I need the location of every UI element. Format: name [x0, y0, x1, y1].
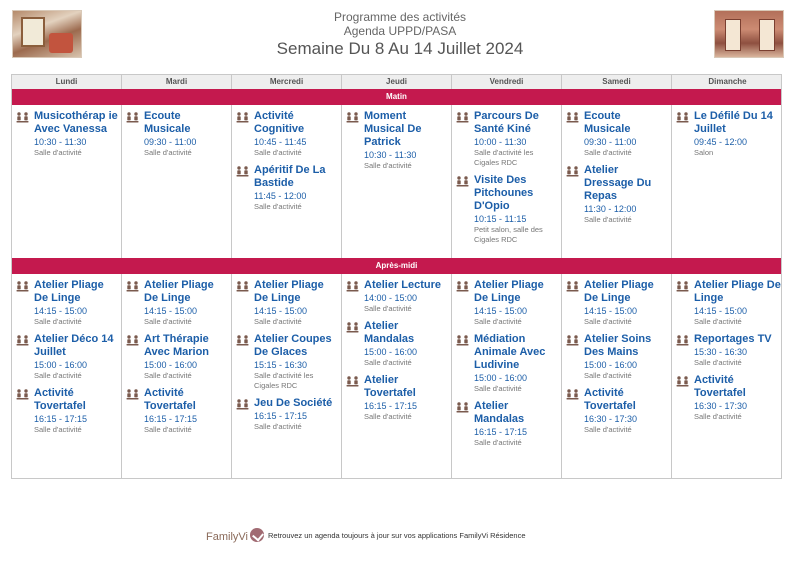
activity-people-icon	[566, 335, 579, 346]
activity-details	[144, 333, 229, 381]
page-subtitle: Agenda UPPD/PASA	[343, 24, 457, 38]
activity-time: 15:00 - 16:00	[584, 360, 638, 370]
activity-time: 14:15 - 15:00	[144, 306, 198, 316]
activity-time: 10:30 - 11:30	[364, 150, 417, 160]
footer-text: Retrouvez un agenda toujours à jour sur vos applications FamilyVi Résidence	[268, 531, 526, 540]
activity-people-icon	[16, 389, 29, 400]
activity-item[interactable]	[566, 110, 669, 158]
activity-place: Salle d'activité	[254, 148, 302, 157]
activity-title: Atelier Mandalas	[474, 400, 525, 425]
activity-item[interactable]	[126, 387, 229, 435]
day-cell	[672, 274, 783, 478]
activity-people-icon	[236, 399, 249, 410]
activity-place: Salle d'activité	[254, 317, 302, 326]
activity-details	[474, 279, 559, 327]
activity-people-icon	[236, 335, 249, 346]
activity-details	[364, 110, 449, 171]
activity-place: Salle d'activité	[694, 317, 742, 326]
activity-details	[474, 174, 559, 245]
activity-item[interactable]	[566, 279, 669, 327]
activity-item[interactable]	[346, 279, 449, 314]
activity-details	[694, 333, 781, 368]
activity-time: 10:00 - 11:30	[474, 137, 527, 147]
activity-people-icon	[456, 176, 469, 187]
activity-details	[584, 387, 669, 435]
activity-title: Ecoute Musicale	[144, 110, 191, 135]
activity-details	[694, 110, 781, 158]
activity-place: Salle d'activité	[144, 317, 192, 326]
activity-title: Parcours De Santé Kiné	[474, 110, 539, 135]
activity-title: Atelier Pliage De Linge	[474, 279, 544, 304]
activity-time: 10:30 - 11:30	[34, 137, 87, 147]
activity-item[interactable]	[16, 333, 119, 381]
activity-people-icon	[346, 112, 359, 123]
activity-title: Moment Musical De Patrick	[364, 110, 422, 148]
afternoon-row	[12, 274, 781, 478]
activity-item[interactable]	[16, 279, 119, 327]
activity-title: Atelier Tovertafel	[364, 374, 416, 399]
activity-item[interactable]	[676, 374, 781, 422]
activity-title: Atelier Lecture	[364, 279, 442, 291]
activity-details	[254, 397, 339, 432]
page-header	[0, 10, 800, 60]
activity-place: Salle d'activité	[364, 304, 412, 313]
activity-title: Jeu De Société	[254, 397, 333, 409]
activity-time: 15:30 - 16:30	[694, 347, 748, 357]
activity-item[interactable]	[456, 174, 559, 245]
activity-title: Atelier Soins Des Mains	[584, 333, 652, 358]
day-header: Vendredi	[452, 75, 562, 89]
activity-time: 15:00 - 16:00	[144, 360, 198, 370]
activity-details	[474, 110, 559, 168]
activity-time: 14:15 - 15:00	[34, 306, 88, 316]
activity-item[interactable]	[676, 333, 781, 368]
week-title: Semaine Du 8 Au 14 Juillet 2024	[276, 39, 524, 58]
activity-place: Salon	[694, 148, 714, 157]
activity-time: 16:15 - 17:15	[364, 401, 418, 411]
day-header: Jeudi	[342, 75, 452, 89]
activity-place: Salle d'activité	[364, 161, 412, 170]
activity-title: Activité Tovertafel	[694, 374, 746, 399]
activity-place: Petit salon, salle des Cigales RDC	[474, 225, 543, 244]
footer	[0, 526, 800, 548]
activity-place: Salle d'activité	[254, 422, 302, 431]
activity-people-icon	[566, 389, 579, 400]
activity-people-icon	[236, 166, 249, 177]
activity-place: Salle d'activité	[34, 425, 82, 434]
activity-time: 15:00 - 16:00	[474, 373, 528, 383]
activity-time: 10:45 - 11:45	[254, 137, 307, 147]
activity-details	[254, 279, 339, 327]
activity-people-icon	[16, 281, 29, 292]
activity-title: Atelier Dressage Du Repas	[584, 164, 652, 202]
activity-item[interactable]	[456, 279, 559, 327]
activity-time: 11:30 - 12:00	[584, 204, 637, 214]
day-header: Mardi	[122, 75, 232, 89]
activity-time: 16:30 - 17:30	[694, 401, 748, 411]
activity-item[interactable]	[126, 333, 229, 381]
activity-time: 16:15 - 17:15	[474, 427, 528, 437]
activity-place: Salle d'activité	[584, 148, 632, 157]
activity-people-icon	[676, 281, 689, 292]
page-title: Programme des activités	[333, 10, 467, 24]
day-cell	[232, 105, 342, 258]
activity-item[interactable]	[236, 397, 339, 432]
weekly-schedule-table	[11, 74, 782, 479]
activity-time: 09:45 - 12:00	[694, 137, 748, 147]
activity-time: 16:15 - 17:15	[144, 414, 198, 424]
activity-people-icon	[676, 335, 689, 346]
activity-title: Atelier Coupes De Glaces	[254, 333, 332, 358]
activity-item[interactable]	[16, 387, 119, 435]
activity-title: Atelier Pliage De Linge	[584, 279, 654, 304]
activity-people-icon	[456, 281, 469, 292]
activity-title: Musicothérap ie Avec Vanessa	[34, 110, 118, 135]
activity-time: 16:15 - 17:15	[34, 414, 88, 424]
activity-time: 15:15 - 16:30	[254, 360, 308, 370]
activity-details	[144, 387, 229, 435]
activity-people-icon	[566, 281, 579, 292]
activity-item[interactable]	[126, 279, 229, 327]
activity-people-icon	[346, 322, 359, 333]
activity-people-icon	[566, 112, 579, 123]
activity-details	[144, 110, 229, 158]
activity-item[interactable]	[456, 333, 559, 394]
activity-time: 11:45 - 12:00	[254, 191, 307, 201]
activity-item[interactable]	[236, 333, 339, 391]
day-cell	[232, 274, 342, 478]
activity-people-icon	[676, 112, 689, 123]
activity-title: Atelier Pliage De Linge	[694, 279, 781, 304]
activity-place: Salle d'activité	[474, 384, 522, 393]
activity-item[interactable]	[236, 110, 339, 158]
activity-people-icon	[566, 166, 579, 177]
activity-time: 16:30 - 17:30	[584, 414, 638, 424]
activity-item[interactable]	[676, 279, 781, 327]
activity-time: 15:00 - 16:00	[364, 347, 418, 357]
day-cell	[122, 105, 232, 258]
activity-time: 16:15 - 17:15	[254, 411, 308, 421]
activity-details	[254, 110, 339, 158]
activity-place: Salle d'activité	[584, 425, 632, 434]
activity-title: Atelier Pliage De Linge	[34, 279, 104, 304]
activity-details	[254, 164, 339, 212]
activity-people-icon	[346, 376, 359, 387]
activity-item[interactable]	[346, 110, 449, 171]
activity-details	[584, 110, 669, 158]
activity-place: Salle d'activité	[144, 425, 192, 434]
activity-people-icon	[126, 281, 139, 292]
activity-details	[34, 387, 119, 435]
activity-item[interactable]	[236, 279, 339, 327]
activity-place: Salle d'activité	[144, 371, 192, 380]
activity-title: Activité Tovertafel	[584, 387, 636, 412]
activity-title: Activité Tovertafel	[34, 387, 86, 412]
days-header-row	[12, 75, 781, 89]
activity-place: Salle d'activité	[584, 215, 632, 224]
activity-people-icon	[346, 281, 359, 292]
activity-time: 14:15 - 15:00	[474, 306, 528, 316]
activity-time: 09:30 - 11:00	[144, 137, 197, 147]
activity-title: Ecoute Musicale	[584, 110, 631, 135]
activity-people-icon	[126, 389, 139, 400]
activity-item[interactable]	[16, 110, 119, 158]
activity-details	[34, 279, 119, 327]
activity-place: Salle d'activité	[584, 371, 632, 380]
afternoon-band: Après-midi	[12, 258, 781, 274]
activity-details	[694, 374, 781, 422]
activity-people-icon	[456, 335, 469, 346]
day-cell	[12, 274, 122, 478]
activity-time: 14:15 - 15:00	[694, 306, 748, 316]
activity-title: Activité Cognitive	[254, 110, 305, 135]
day-header: Samedi	[562, 75, 672, 89]
day-cell	[342, 274, 452, 478]
activity-people-icon	[126, 112, 139, 123]
activity-title: Visite Des Pitchounes D'Opio	[474, 174, 534, 212]
activity-place: Salle d'activité	[694, 358, 742, 367]
activity-place: Salle d'activité	[144, 148, 192, 157]
activity-place: Salle d'activité	[34, 371, 82, 380]
activity-item[interactable]	[456, 400, 559, 448]
activity-title: Art Thérapie Avec Marion	[144, 333, 210, 358]
day-header: Mercredi	[232, 75, 342, 89]
activity-item[interactable]	[566, 164, 669, 225]
activity-title: Apéritif De La Bastide	[254, 164, 326, 189]
activity-title: Atelier Déco 14 Juillet	[34, 333, 114, 358]
activity-place: Salle d'activité	[584, 317, 632, 326]
activity-place: Salle d'activité	[474, 438, 522, 447]
activity-details	[474, 400, 559, 448]
activity-details	[364, 320, 449, 368]
activity-details	[364, 374, 449, 422]
activity-item[interactable]	[456, 110, 559, 168]
day-cell	[12, 105, 122, 258]
familyvi-logo	[206, 528, 264, 543]
activity-place: Salle d'activité les Cigales RDC	[474, 148, 534, 167]
activity-place: Salle d'activité	[254, 202, 302, 211]
activity-people-icon	[126, 335, 139, 346]
activity-people-icon	[236, 112, 249, 123]
activity-time: 09:30 - 11:00	[584, 137, 637, 147]
activity-details	[254, 333, 339, 391]
day-cell	[562, 105, 672, 258]
activity-title: Reportages TV	[694, 333, 772, 345]
day-cell	[452, 105, 562, 258]
activity-place: Salle d'activité	[694, 412, 742, 421]
day-header: Lundi	[12, 75, 122, 89]
activity-title: Atelier Pliage De Linge	[254, 279, 324, 304]
activity-details	[34, 110, 119, 158]
activity-title: Atelier Pliage De Linge	[144, 279, 214, 304]
activity-people-icon	[16, 112, 29, 123]
morning-row	[12, 105, 781, 258]
activity-details	[694, 279, 781, 327]
activity-place: Salle d'activité	[34, 317, 82, 326]
day-cell	[342, 105, 452, 258]
activity-details	[584, 279, 669, 327]
morning-band: Matin	[12, 89, 781, 105]
activity-details	[144, 279, 229, 327]
activity-people-icon	[456, 112, 469, 123]
activity-title: Le Défilé Du 14 Juillet	[694, 110, 773, 135]
activity-details	[364, 279, 449, 314]
activity-title: Activité Tovertafel	[144, 387, 196, 412]
logo-text: FamilyVi	[206, 531, 248, 543]
activity-details	[584, 164, 669, 225]
day-cell	[122, 274, 232, 478]
activity-place: Salle d'activité	[34, 148, 82, 157]
activity-item[interactable]	[126, 110, 229, 158]
activity-title: Médiation Animale Avec Ludivine	[474, 333, 546, 371]
activity-people-icon	[456, 402, 469, 413]
activity-details	[34, 333, 119, 381]
familyvi-logo-icon	[250, 528, 264, 542]
activity-people-icon	[676, 376, 689, 387]
activity-item[interactable]	[236, 164, 339, 212]
day-cell	[562, 274, 672, 478]
day-cell	[672, 105, 783, 258]
activity-details	[584, 333, 669, 381]
day-header: Dimanche	[708, 77, 747, 86]
day-cell	[452, 274, 562, 478]
activity-time: 15:00 - 16:00	[34, 360, 88, 370]
activity-item[interactable]	[566, 333, 669, 381]
activity-time: 14:00 - 15:00	[364, 293, 418, 303]
activity-item[interactable]	[676, 110, 781, 158]
activity-item[interactable]	[346, 374, 449, 422]
activity-people-icon	[236, 281, 249, 292]
activity-place: Salle d'activité	[364, 412, 412, 421]
activity-place: Salle d'activité	[364, 358, 412, 367]
activity-time: 14:15 - 15:00	[254, 306, 308, 316]
activity-item[interactable]	[346, 320, 449, 368]
activity-place: Salle d'activité	[474, 317, 522, 326]
activity-time: 14:15 - 15:00	[584, 306, 638, 316]
activity-title: Atelier Mandalas	[364, 320, 415, 345]
activity-item[interactable]	[566, 387, 669, 435]
activity-time: 10:15 - 11:15	[474, 214, 527, 224]
activity-place: Salle d'activité les Cigales RDC	[254, 371, 314, 390]
activity-details	[474, 333, 559, 394]
activity-people-icon	[16, 335, 29, 346]
